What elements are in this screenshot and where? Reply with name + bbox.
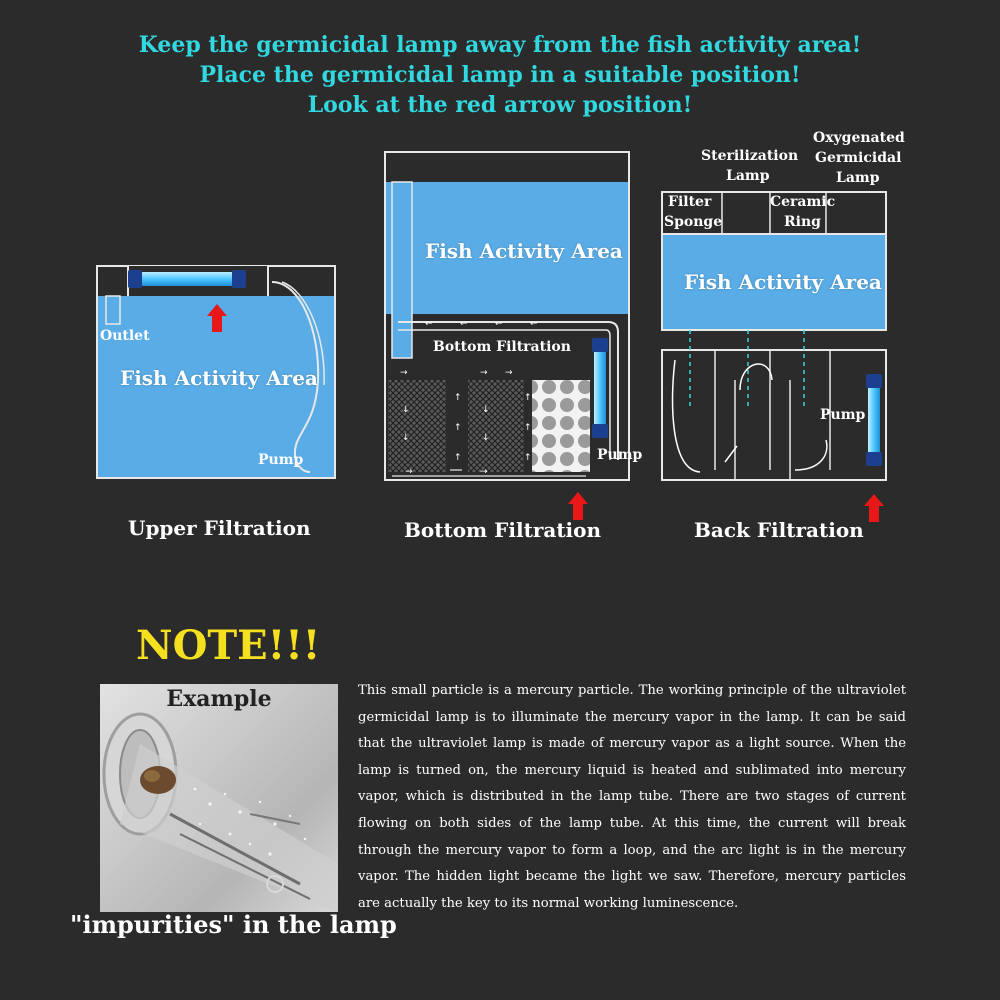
svg-text:→: → [400,368,408,378]
bottom-filtration-diagram [385,152,629,520]
back-oxygen-label-1: Oxygenated [813,130,905,146]
bottom-area-label: Fish Activity Area [425,239,623,263]
back-oxygen-label-2: Germicidal [815,150,902,166]
svg-text:↑: ↑ [524,453,532,463]
upper-outlet-label: Outlet [100,328,150,344]
svg-text:←: ← [530,319,538,329]
svg-text:↑: ↑ [454,423,462,433]
header-line-2: Place the germicidal lamp in a suitable position! [199,62,801,88]
svg-text:↓: ↓ [402,433,410,443]
upper-germicidal-lamp-icon [128,270,246,288]
note-title: NOTE!!! [136,622,321,669]
header-line-3: Look at the red arrow position! [307,92,693,118]
bottom-pump-label: Pump [597,447,643,463]
svg-text:↑: ↑ [454,393,462,403]
svg-text:→: → [480,368,488,378]
bottom-filtration-caption: Bottom Filtration [404,518,602,542]
bottom-red-arrow-icon [568,492,588,520]
mercury-explanation-paragraph: This small particle is a mercury particle. The working principle of the ultraviolet germicidal lamp is to illuminate the mercury vapor in the lamp. It can be said that the ultraviolet lamp is made of mercury vapor as a light source. When the lamp is turned on, the mercury liquid is heated and sublimated into mercury vapor, which is distributed in the lamp tube. There are two stages of current flowing on both sides of the lamp tube. At this time, the current will break through the mercury vapor to form a loop, and the arc light is in the mercury vapor. The hidden light became the light we saw. Therefore, mercury particles are actually the key to its normal working luminescence. [358,683,906,911]
upper-pump-label: Pump [258,452,304,468]
lamp-photo-illustration [100,684,338,912]
back-ceramic-label-2: Ring [784,214,821,230]
bottom-section-label: Bottom Filtration [433,339,571,355]
svg-text:→: → [480,467,488,477]
header-line-1: Keep the germicidal lamp away from the fish activity area! [138,32,862,58]
back-oxygen-label-3: Lamp [836,170,880,186]
back-sterilization-label-1: Sterilization [701,148,799,164]
back-area-label: Fish Activity Area [684,270,882,294]
svg-text:←: ← [460,319,468,329]
impurities-caption: "impurities" in the lamp [70,910,397,939]
example-photo [100,684,338,912]
back-filter-label-1: Filter [668,194,712,210]
back-red-arrow-icon [864,494,884,522]
svg-text:←: ← [495,319,503,329]
svg-text:↓: ↓ [482,433,490,443]
svg-text:↑: ↑ [524,423,532,433]
back-sterilization-label-2: Lamp [726,168,770,184]
svg-text:←: ← [425,319,433,329]
svg-text:↓: ↓ [402,405,410,415]
svg-text:↓: ↓ [482,405,490,415]
svg-text:→: → [505,368,513,378]
example-label: Example [166,686,272,712]
back-germicidal-lamp-icon [866,374,882,466]
back-filter-label-2: Sponge [664,214,723,230]
upper-filtration-caption: Upper Filtration [128,516,311,540]
back-filtration-caption: Back Filtration [694,518,864,542]
bottom-germicidal-lamp-icon [592,338,608,438]
svg-text:↑: ↑ [524,393,532,403]
svg-text:→: → [405,467,413,477]
back-ceramic-label-1: Ceramic [770,194,836,210]
back-filtration-diagram [662,192,886,522]
upper-area-label: Fish Activity Area [120,366,318,390]
svg-text:↑: ↑ [454,453,462,463]
back-pump-label: Pump [820,407,866,423]
